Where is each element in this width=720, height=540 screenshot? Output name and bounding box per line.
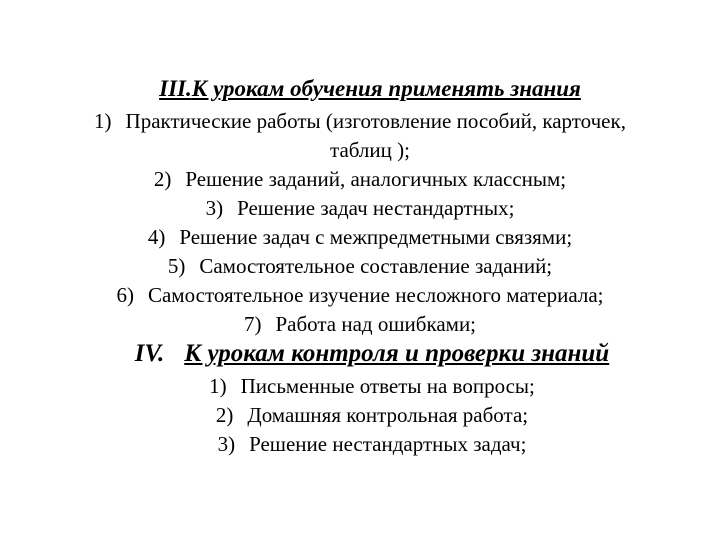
item-number: 2)	[215, 403, 234, 427]
section3-item-6	[0, 282, 720, 308]
item-number: 4)	[147, 225, 166, 249]
section4-heading	[12, 341, 720, 367]
item-number: 2)	[153, 167, 172, 191]
item-text: Работа над ошибками;	[275, 312, 477, 336]
section4-item-2	[12, 402, 720, 428]
section4-title: К урокам контроля и проверки знаний	[184, 340, 610, 367]
item-number: 1)	[94, 109, 112, 133]
section3-item-3	[0, 195, 720, 221]
section4-item-3	[12, 431, 720, 457]
item-text: Домашняя контрольная работа;	[247, 403, 529, 427]
section3-item-1	[0, 108, 720, 134]
item-number: 5)	[167, 254, 186, 278]
item-text: Решение задач с межпредметными связями;	[179, 225, 573, 249]
item-text-continuation: таблиц );	[330, 138, 410, 162]
item-text: Практические работы (изготовление пособий, карточек,	[125, 109, 626, 133]
section3-item-2	[0, 166, 720, 192]
item-number: 6)	[116, 283, 134, 307]
section3-item-5	[0, 253, 720, 279]
item-text: Решение нестандартных задач;	[249, 432, 527, 456]
item-text: Самостоятельное изучение несложного материала;	[147, 283, 604, 307]
item-text: Решение заданий, аналогичных классным;	[185, 167, 567, 191]
section3-heading	[10, 76, 720, 102]
section3-item-7	[0, 311, 720, 337]
section3-roman: III.	[159, 76, 192, 101]
item-number: 3)	[217, 432, 236, 456]
item-number: 1)	[209, 374, 227, 398]
item-number: 7)	[243, 312, 262, 336]
item-text: Письменные ответы на вопросы;	[240, 374, 535, 398]
section3-item-1-continuation	[10, 137, 720, 163]
section3-title: К урокам обучения применять знания	[191, 76, 581, 101]
item-text: Решение задач нестандартных;	[237, 196, 515, 220]
section3-item-4	[0, 224, 720, 250]
item-text: Самостоятельное составление заданий;	[199, 254, 553, 278]
item-number: 3)	[205, 196, 224, 220]
section4-roman: IV.	[134, 340, 165, 367]
section4-item-1	[12, 373, 720, 399]
